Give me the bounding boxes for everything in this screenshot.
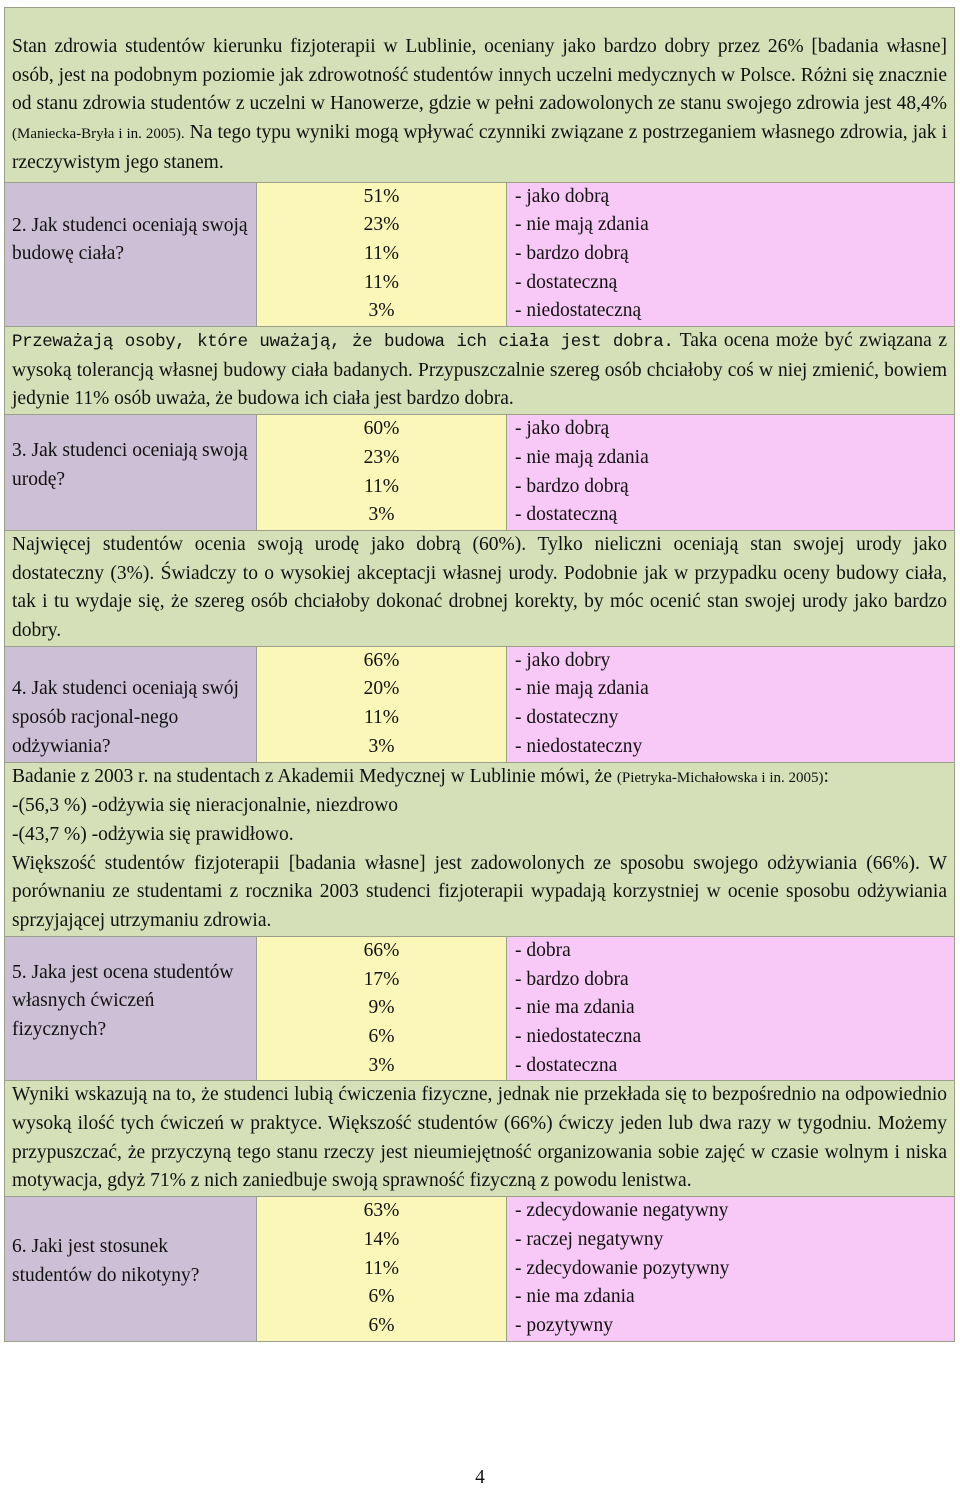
q3-percent: 60% bbox=[363, 418, 400, 440]
question-2-row bbox=[4, 183, 955, 328]
comment-4-text-a: Badanie z 2003 r. na studentach z Akademii Medycznej w Lublinie mówi, że bbox=[12, 765, 617, 787]
q6-percent: 63% bbox=[363, 1200, 400, 1222]
intro-text: Stan zdrowia studentów kierunku fizjoterapii w Lublinie, oceniany jako bardzo dobry przez 26% [badania własne] osób, jest na podobnym poziomie jak zdrowotność studentów innych uczelni medycznych w Polsce. Różni się znacznie od stanu zdrowia studentów z uczelni w Hanowerze, gdzie w pełni zadowolonych ze stanu swojego zdrowia jest 48,4% bbox=[12, 36, 947, 115]
q5-answer: - dostateczna bbox=[515, 1054, 618, 1076]
q5-answer: - dobra bbox=[515, 939, 571, 961]
question-2-answers bbox=[507, 183, 954, 327]
comment-2-text-b: Taka ocena może być związana z wysoką tolerancją własnej budowy ciała badanych. Przypuszczalnie szereg osób chciałoby coś w niej zmienić, bowiem jedynie 11% osób uważa, że budowa ich ciała jest bardzo dobra. bbox=[12, 330, 947, 410]
comment-3-paragraph bbox=[4, 531, 955, 647]
q5-percent: 3% bbox=[368, 1054, 395, 1076]
question-6-row bbox=[4, 1197, 955, 1342]
q5-answer: - nie ma zdania bbox=[515, 997, 635, 1019]
question-6-percents bbox=[257, 1197, 507, 1341]
comment-4-text-c: Większość studentów fizjoterapii [badania własne] jest zadowolonych ze sposobu swojego odżywiania (66%). W porównaniu ze studentami z rocznika 2003 studenci fizjoterapii wypadają korzystniej w ocenie sposobu odżywiania sprzyjającej utrzymaniu zdrowia. bbox=[12, 852, 947, 932]
question-3-answers bbox=[507, 415, 954, 530]
intro-reference: (Maniecka-Bryła i in. 2005). bbox=[12, 126, 185, 143]
q5-percent: 17% bbox=[363, 968, 400, 990]
q2-answer: - bardzo dobrą bbox=[515, 242, 629, 264]
q6-percent: 6% bbox=[368, 1286, 395, 1308]
question-6-label: 6. Jaki jest stosunek studentów do nikotyny? bbox=[5, 1197, 257, 1341]
question-3-label: 3. Jak studenci oceniają swoją urodę? bbox=[5, 415, 257, 530]
q4-percent: 11% bbox=[363, 707, 400, 729]
comment-4-text-b: : bbox=[823, 765, 829, 787]
q2-percent: 11% bbox=[363, 271, 400, 293]
question-5-row bbox=[4, 937, 955, 1082]
q5-percent: 6% bbox=[368, 1025, 395, 1047]
q6-answer: - raczej negatywny bbox=[515, 1228, 664, 1250]
comment-4-reference: (Pietryka-Michałowska i in. 2005) bbox=[616, 769, 824, 786]
q4-answer: - dostateczny bbox=[515, 707, 619, 729]
question-4-percents bbox=[257, 647, 507, 762]
question-4-row bbox=[4, 647, 955, 763]
intro-paragraph bbox=[4, 7, 955, 183]
q6-answer: - nie ma zdania bbox=[515, 1286, 635, 1308]
comment-4-paragraph bbox=[4, 763, 955, 937]
question-2-label: 2. Jak studenci oceniają swoją budowę ciała? bbox=[5, 183, 257, 327]
q3-percent: 3% bbox=[368, 504, 395, 526]
q3-answer: - bardzo dobrą bbox=[515, 475, 629, 497]
q6-percent: 6% bbox=[368, 1314, 395, 1336]
question-4-label: 4. Jak studenci oceniają swój sposób racjonal-nego odżywiania? bbox=[5, 647, 257, 762]
q4-answer: - nie mają zdania bbox=[515, 678, 649, 700]
q3-answer: - nie mają zdania bbox=[515, 446, 649, 468]
q3-percent: 11% bbox=[363, 475, 400, 497]
q2-answer: - niedostateczną bbox=[515, 300, 642, 322]
q6-answer: - pozytywny bbox=[515, 1314, 614, 1336]
comment-5-text: Wyniki wskazują na to, że studenci lubią ćwiczenia fizyczne, jednak nie przekłada się to bezpośrednio na odpowiednio wysoką ilość tych ćwiczeń w praktyce. Większość studentów (66%) ćwiczy jeden lub dwa razy w tygodniu. Możemy przypuszczać, że przyczyną tego stanu rzeczy jest nieumiejętność organizowania sobie zajęć w czasie wolnym i niska motywacja, gdyż 71% z nich zaniedbuje swoją sprawność fizyczną z powodu lenistwa. bbox=[12, 1084, 947, 1192]
comment-2-paragraph bbox=[4, 327, 955, 415]
document-page bbox=[4, 7, 955, 1342]
q3-percent: 23% bbox=[363, 446, 400, 468]
q6-percent: 11% bbox=[363, 1257, 400, 1279]
question-3-row bbox=[4, 415, 955, 531]
question-6-answers bbox=[507, 1197, 954, 1341]
q2-answer: - dostateczną bbox=[515, 271, 618, 293]
q4-percent: 3% bbox=[368, 735, 395, 757]
q2-answer: - nie mają zdania bbox=[515, 214, 649, 236]
q5-answer: - niedostateczna bbox=[515, 1025, 642, 1047]
q6-answer: - zdecydowanie pozytywny bbox=[515, 1257, 730, 1279]
page-number: 4 bbox=[475, 1467, 485, 1488]
q4-percent: 66% bbox=[363, 649, 400, 671]
q4-answer: - jako dobry bbox=[515, 649, 611, 671]
q2-percent: 23% bbox=[363, 214, 400, 236]
comment-4-line-2: -(43,7 %) -odżywia się prawidłowo. bbox=[12, 823, 294, 845]
question-5-percents bbox=[257, 937, 507, 1081]
question-3-percents bbox=[257, 415, 507, 530]
q5-percent: 9% bbox=[368, 997, 395, 1019]
comment-3-text: Najwięcej studentów ocenia swoją urodę jako dobrą (60%). Tylko nieliczni oceniają stan swojej urody jako dostateczny (3%). Świadczy to o wysokiej akceptacji własnej urody. Podobnie jak w przypadku oceny budowy ciała, tak i tu wydaje się, że szereg osób chciałoby dokonać drobnej korekty, by móc ocenić stan swojej urody jako bardzo dobry. bbox=[12, 533, 947, 642]
comment-4-line-1: -(56,3 %) -odżywia się nieracjonalnie, niezdrowo bbox=[12, 795, 399, 817]
q6-answer: - zdecydowanie negatywny bbox=[515, 1200, 729, 1222]
q3-answer: - dostateczną bbox=[515, 504, 618, 526]
q5-answer: - bardzo dobra bbox=[515, 968, 629, 990]
comment-2-text-a: Przeważają osoby, które uważają, że budowa ich ciała jest dobra. bbox=[12, 332, 674, 353]
comment-5-paragraph bbox=[4, 1081, 955, 1197]
intro-text-2: Na tego typu wyniki mogą wpływać czynniki związane z postrzeganiem własnego zdrowia, jak i rzeczywistym jego stanem. bbox=[12, 122, 947, 173]
question-4-answers bbox=[507, 647, 954, 762]
question-5-label: 5. Jaka jest ocena studentów własnych ćwiczeń fizycznych? bbox=[5, 937, 257, 1081]
q4-answer: - niedostateczny bbox=[515, 735, 643, 757]
q2-percent: 3% bbox=[368, 300, 395, 322]
q5-percent: 66% bbox=[363, 939, 400, 961]
q2-percent: 11% bbox=[363, 242, 400, 264]
q2-answer: - jako dobrą bbox=[515, 185, 610, 207]
q4-percent: 20% bbox=[363, 678, 400, 700]
question-5-answers bbox=[507, 937, 954, 1081]
q2-percent: 51% bbox=[363, 185, 400, 207]
q3-answer: - jako dobrą bbox=[515, 418, 610, 440]
question-2-percents bbox=[257, 183, 507, 327]
q6-percent: 14% bbox=[363, 1228, 400, 1250]
